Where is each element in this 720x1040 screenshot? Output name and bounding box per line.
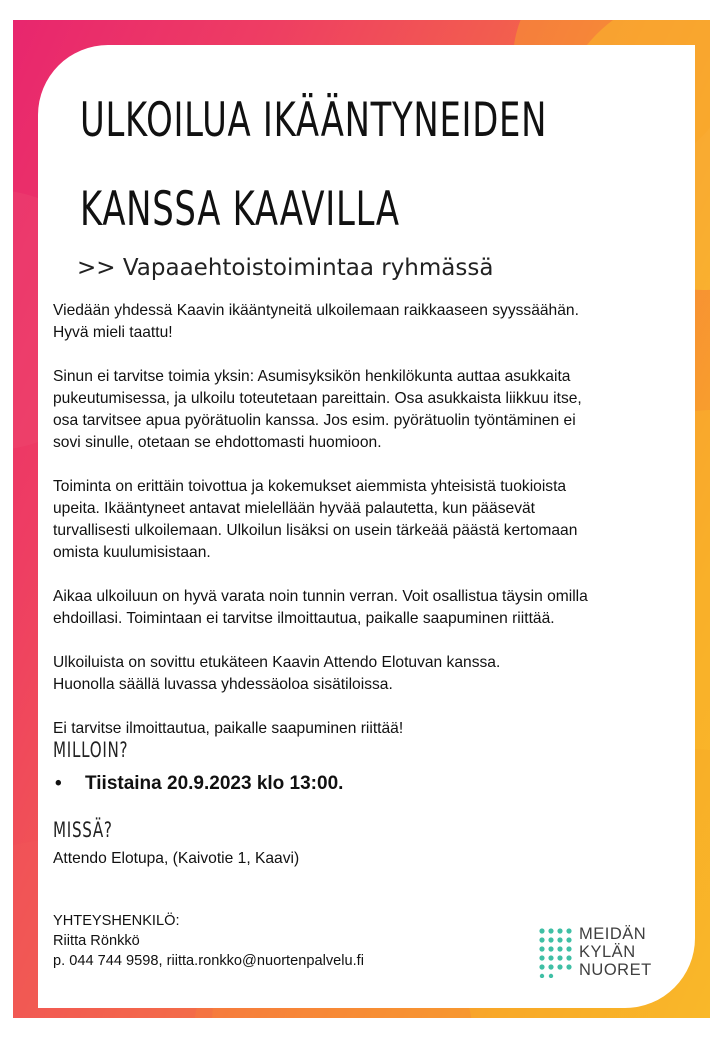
when-value [55,773,343,795]
logo-text [579,925,652,979]
title-line-2: KANSSA KAAVILLA [80,182,400,237]
logo-dots-icon [539,928,573,978]
paragraph-line: Aikaa ulkoiluun on hyvä varata noin tunnin verran. Voit osallistua täysin omilla [53,588,588,605]
paragraph-line: turvallisesti ulkoilemaan. Ulkoilun lisäksi on usein tärkeää päästä kertomaan [53,522,578,539]
paragraph [53,366,683,454]
paragraph-line: Ulkoiluista on sovittu etukäteen Kaavin Attendo Elotuvan kanssa. [53,654,501,671]
paragraph-line: Hyvä mieli taattu! [53,324,173,341]
subtitle: >> Vapaaehtoistoimintaa ryhmässä [77,255,494,281]
body-text [53,300,683,740]
contact-block [53,911,364,971]
where-value: Attendo Elotupa, (Kaivotie 1, Kaavi) [53,850,300,867]
paragraph-line: Huonolla säällä luvassa yhdessäoloa sisätiloissa. [53,676,393,693]
paragraph [53,300,683,344]
paragraph-line: Sinun ei tarvitse toimia yksin: Asumisyksikön henkilökunta auttaa asukkaita [53,368,571,385]
logo-line: MEIDÄN [579,925,647,943]
when-heading: MILLOIN? [53,738,129,762]
paragraph-line: pukeutumisessa, ja ulkoilu toteutetaan pareittain. Osa asukkaista liikkuu itse, [53,390,582,407]
paragraph-line: omista kuulumisistaan. [53,544,211,561]
paragraph-line: ehdoillasi. Toimintaan ei tarvitse ilmoittautua, paikalle saapuminen riittää. [53,610,555,627]
paragraph [53,586,683,630]
paragraph-line: sovi sinulle, otetaan se ehdottomasti huomioon. [53,434,382,451]
bullet-icon: • [55,773,62,794]
paragraph-line: Viedään yhdessä Kaavin ikääntyneitä ulkoilemaan raikkaaseen syyssäähän. [53,302,579,319]
contact-details: p. 044 744 9598, riitta.ronkko@nuortenpalvelu.fi [53,953,364,969]
contact-label: YHTEYSHENKILÖ: [53,913,180,929]
logo-line: NUORET [579,961,652,979]
paragraph [53,652,683,696]
where-heading: MISSÄ? [53,818,113,842]
paragraph-line: Toiminta on erittäin toivottua ja kokemukset aiemmista yhteisistä tuokioista [53,478,567,495]
paragraph-line: upeita. Ikääntyneet antavat mielellään hyvää palautetta, kun pääsevät [53,500,536,517]
contact-name: Riitta Rönkkö [53,933,140,949]
paragraph [53,476,683,564]
title-line-1: ULKOILUA IKÄÄNTYNEIDEN [80,93,548,148]
paragraph [53,718,683,740]
paragraph-line: osa tarvitsee apua pyörätuolin kanssa. Jos esim. pyörätuolin työntäminen ei [53,412,576,429]
when-date: Tiistaina 20.9.2023 klo 13:00. [85,773,344,794]
page-title [80,76,547,254]
paragraph-line: Ei tarvitse ilmoittautua, paikalle saapuminen riittää! [53,720,404,737]
logo [539,925,659,981]
logo-line: KYLÄN [579,943,636,961]
